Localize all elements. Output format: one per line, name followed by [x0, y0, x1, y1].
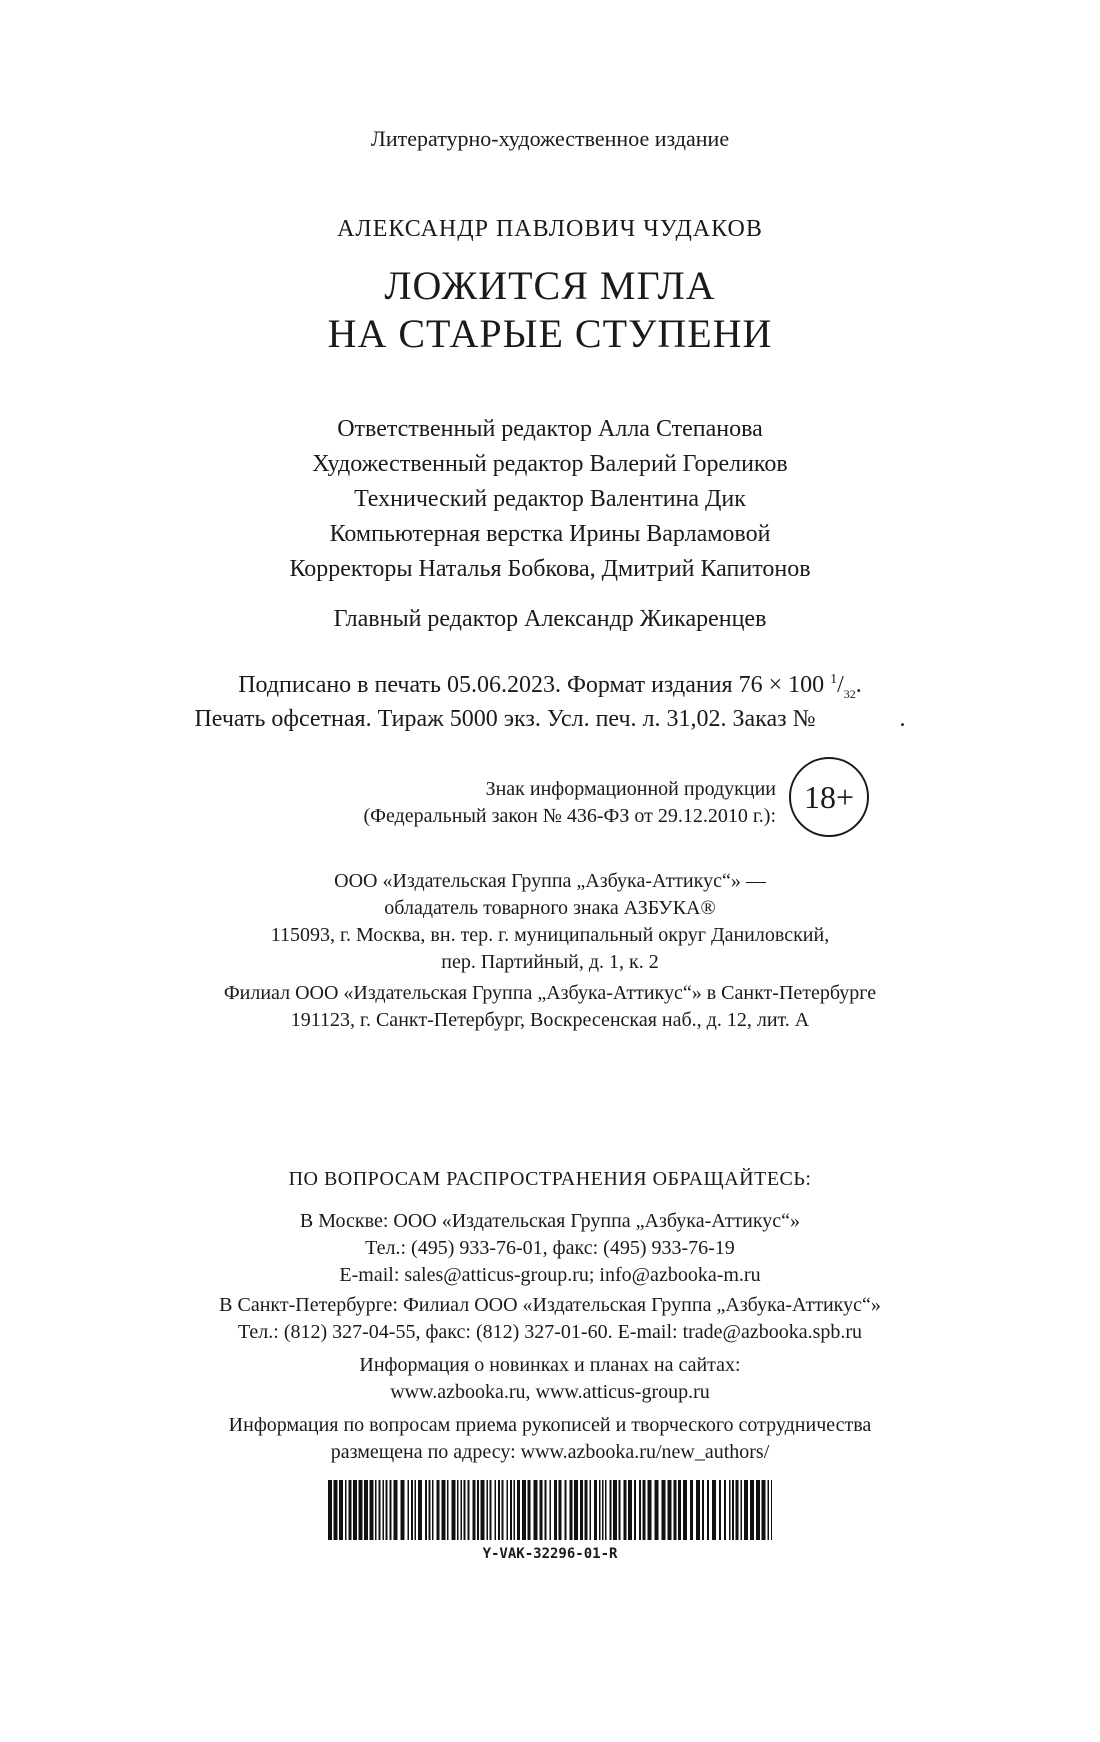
age-rating-badge: 18+ [789, 757, 869, 837]
print-line-2 [0, 702, 1100, 736]
print-line-1: Подписано в печать 05.06.2023. Формат издания 76 × 100 $^1/_{32}$. [238, 672, 862, 701]
publisher-info [0, 868, 1100, 976]
branch-info [0, 980, 1100, 1034]
sites-info [0, 1352, 1100, 1406]
chief-editor: Главный редактор Александр Жикаренцев [333, 606, 767, 632]
sites-line: Информация о новинках и планах на сайтах: [359, 1354, 741, 1376]
info-product-sign [240, 776, 776, 830]
moscow-line: В Москве: ООО «Издательская Группа „Азбука-Аттикус“» [299, 1210, 801, 1232]
moscow-contacts [0, 1208, 1100, 1289]
staff-line: Корректоры Наталья Бобкова, Дмитрий Капитонов [289, 556, 811, 582]
staff-line: Ответственный редактор Алла Степанова [337, 416, 763, 442]
staff-line: Художественный редактор Валерий Гореликов [312, 451, 788, 477]
spb-line: Тел.: (812) 327-04-55, факс: (812) 327-01-60. E-mail: trade@azbooka.spb.ru [237, 1321, 863, 1343]
barcode-icon [328, 1480, 772, 1540]
distribution-heading: ПО ВОПРОСАМ РАСПРОСТРАНЕНИЯ ОБРАЩАЙТЕСЬ: [288, 1168, 812, 1190]
spb-line: В Санкт-Петербурге: Филиал ООО «Издательская Группа „Азбука-Аттикус“» [219, 1294, 881, 1316]
publisher-line: ООО «Издательская Группа „Азбука-Аттикус“» — [334, 870, 766, 892]
print-line-end: . [855, 672, 862, 698]
moscow-line: E-mail: sales@atticus-group.ru; info@azbooka-m.ru [339, 1264, 761, 1286]
publisher-line: 115093, г. Москва, вн. тер. г. муниципальный округ Даниловский, [270, 924, 830, 946]
barcode-label: Y-VAK-32296-01-R [482, 1546, 618, 1562]
staff-line: Технический редактор Валентина Дик [354, 486, 746, 512]
author-name: АЛЕКСАНДР ПАВЛОВИЧ ЧУДАКОВ [337, 216, 763, 242]
publisher-line: обладатель товарного знака АЗБУКА® [384, 897, 716, 919]
info-sign-line: (Федеральный закон № 436-ФЗ от 29.12.2010 г.): [363, 805, 776, 827]
publisher-line: пер. Партийный, д. 1, к. 2 [441, 951, 659, 973]
print-line-end: . [899, 706, 906, 732]
genre-label: Литературно-художественное издание [370, 126, 730, 151]
book-title [0, 262, 1100, 358]
info-sign-line: Знак информационной продукции [485, 778, 776, 800]
format-fraction-denominator: 32 [843, 686, 856, 701]
print-format-text: Подписано в печать 05.06.2023. Формат издания 76 × 100 [238, 672, 831, 698]
manuscripts-line: размещена по адресу: www.azbooka.ru/new_authors/ [330, 1441, 770, 1463]
editorial-staff [0, 412, 1100, 587]
print-info [0, 668, 1100, 736]
manuscripts-info [0, 1412, 1100, 1466]
moscow-line: Тел.: (495) 933-76-01, факс: (495) 933-76-19 [365, 1237, 735, 1259]
branch-line: 191123, г. Санкт-Петербург, Воскресенская наб., д. 12, лит. А [290, 1009, 810, 1031]
format-fraction-numerator: 1 [830, 672, 838, 687]
branch-line: Филиал ООО «Издательская Группа „Азбука-Аттикус“» в Санкт-Петербурге [223, 982, 877, 1004]
spb-contacts [0, 1292, 1100, 1346]
staff-line: Компьютерная верстка Ирины Варламовой [329, 521, 771, 547]
sites-line: www.azbooka.ru, www.atticus-group.ru [390, 1381, 710, 1403]
print-run-text: Печать офсетная. Тираж 5000 экз. Усл. печ. л. 31,02. Заказ № [194, 706, 816, 732]
title-line: ЛОЖИТСЯ МГЛА [384, 263, 716, 308]
title-line: НА СТАРЫЕ СТУПЕНИ [327, 311, 773, 356]
manuscripts-line: Информация по вопросам приема рукописей и творческого сотрудничества [228, 1414, 872, 1436]
